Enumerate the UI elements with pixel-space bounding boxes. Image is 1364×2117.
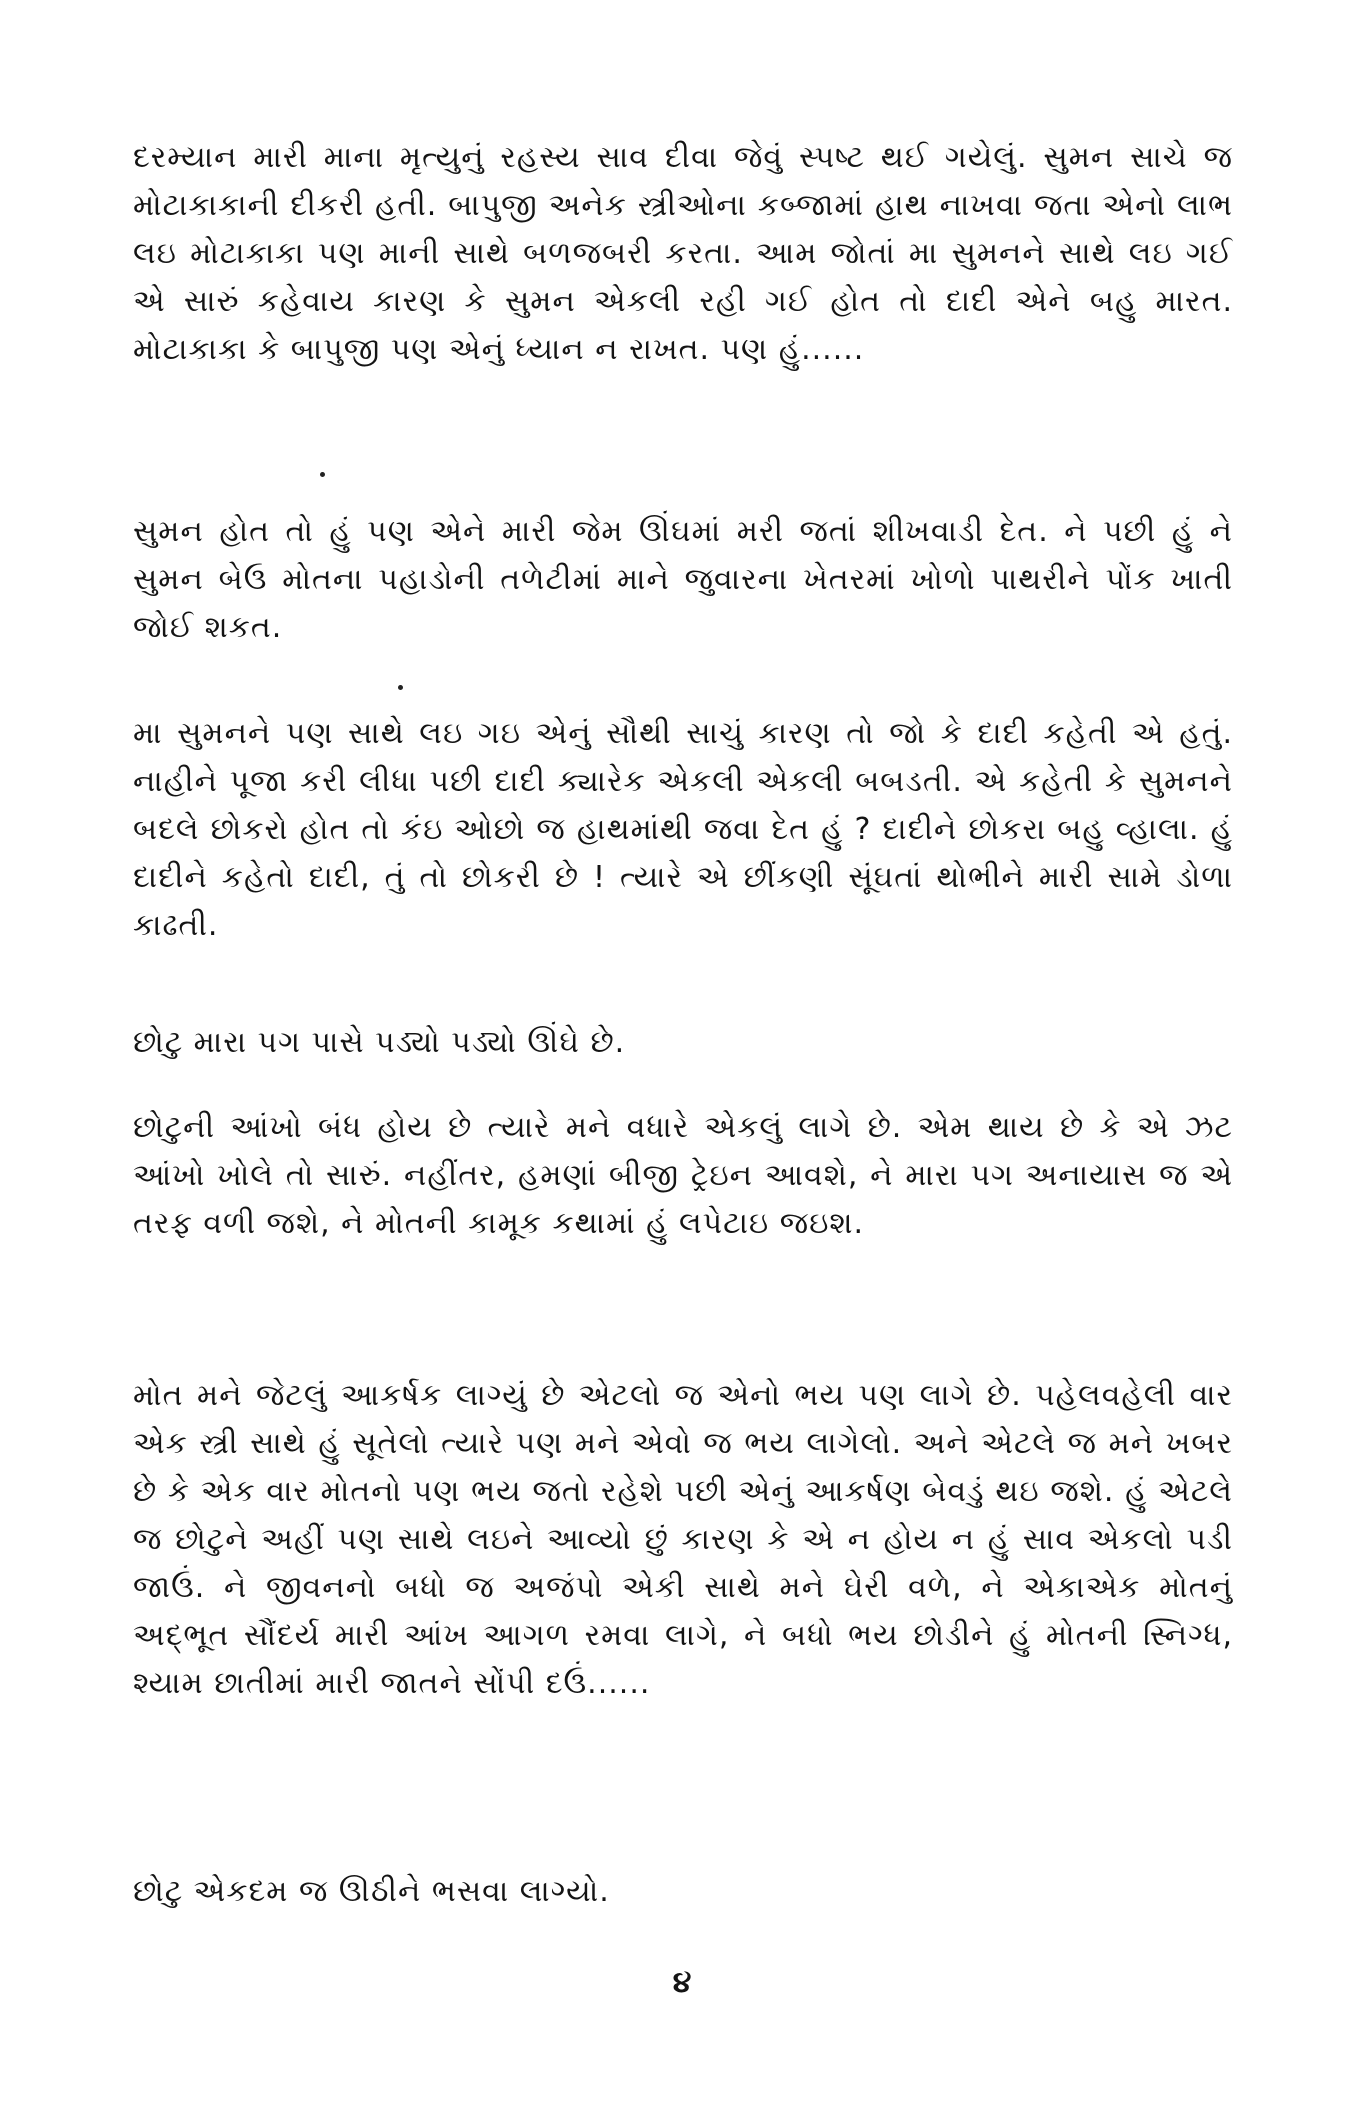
paragraph-5-text: છોટુની આંખો બંધ હોય છે ત્યારે મને વધારે એકલું લાગે છે. એમ થાય છે કે એ ઝટ આંખો ખોલે તો સારું. નહીંતર, હમણાં બીજી ટ્રેઇન આવશે, ને મારા પગ અનાયાસ જ એ તરફ વળી જશે, ને મોતની કામૂક કથામાં હું લપેટાઇ જઇશ. [133, 1110, 1233, 1241]
paragraph-2-text: સુમન હોત તો હું પણ એને મારી જેમ ઊંઘમાં મરી જતાં શીખવાડી દેત. ને પછી હું ને સુમન બેઉ મોતના પહાડોની તળેટીમાં માને જુવારના ખેતરમાં ખોળો પાથરીને પોંક ખાતી જોઈ શકત. [133, 514, 1233, 645]
print-speck [320, 472, 325, 477]
paragraph-7-text: છોટુ એકદમ જ ઊઠીને ભસવા લાગ્યો. [133, 1874, 610, 1909]
paragraph-7 [133, 1868, 1233, 1916]
paragraph-3 [133, 710, 1233, 950]
paragraph-1-text: દરમ્યાન મારી માના મૃત્યુનું રહસ્ય સાવ દીવા જેવું સ્પષ્ટ થઈ ગયેલું. સુમન સાચે જ મોટાકાકાની દીકરી હતી. બાપુજી અનેક સ્ત્રીઓના કબ્જામાં હાથ નાખવા જતા એનો લાભ લઇ મોટાકાકા પણ માની સાથે બળજબરી કરતા. આમ જોતાં મા સુમનને સાથે લઇ ગઈ એ સારું કહેવાય કારણ કે સુમન એકલી રહી ગઈ હોત તો દાદી એને બહુ મારત. મોટાકાકા કે બાપુજી પણ એનું ધ્યાન ન રાખત. પણ હું...... [133, 140, 1233, 367]
paragraph-4-text: છોટુ મારા પગ પાસે પડ્યો પડ્યો ઊંઘે છે. [133, 1025, 626, 1060]
paragraph-1 [133, 134, 1233, 374]
paragraph-2 [133, 508, 1233, 652]
page-number: ૪ [672, 1965, 692, 2000]
paragraph-4 [133, 1019, 1233, 1067]
paragraph-3-text: મા સુમનને પણ સાથે લઇ ગઇ એનું સૌથી સાચું કારણ તો જો કે દાદી કહેતી એ હતું. નાહીને પૂજા કરી લીધા પછી દાદી ક્યારેક એકલી એકલી બબડતી. એ કહેતી કે સુમનને બદલે છોકરો હોત તો કંઇ ઓછો જ હાથમાંથી જવા દેત હું ? દાદીને છોકરા બહુ વ્હાલા. હું દાદીને કહેતો દાદી, તું તો છોકરી છે ! ત્યારે એ છીંકણી સૂંઘતાં થોભીને મારી સામે ડોળા કાઢતી. [133, 716, 1233, 943]
paragraph-6 [133, 1372, 1233, 1708]
print-speck [398, 685, 403, 690]
paragraph-6-text: મોત મને જેટલું આકર્ષક લાગ્યું છે એટલો જ એનો ભય પણ લાગે છે. પહેલવહેલી વાર એક સ્ત્રી સાથે હું સૂતેલો ત્યારે પણ મને એવો જ ભય લાગેલો. અને એટલે જ મને ખબર છે કે એક વાર મોતનો પણ ભય જતો રહેશે પછી એનું આકર્ષણ બેવડું થઇ જશે. હું એટલે જ છોટુને અહીં પણ સાથે લઇને આવ્યો છું કારણ કે એ ન હોય ન હું સાવ એકલો પડી જાઉં. ને જીવનનો બધો જ અજંપો એકી સાથે મને ઘેરી વળે, ને એકાએક મોતનું અદ્ભૂત સૌંદર્ય મારી આંખ આગળ રમવા લાગે, ને બધો ભય છોડીને હું મોતની સ્નિગ્ધ, શ્યામ છાતીમાં મારી જાતને સોંપી દઉં...... [133, 1378, 1233, 1701]
paragraph-5 [133, 1104, 1233, 1248]
